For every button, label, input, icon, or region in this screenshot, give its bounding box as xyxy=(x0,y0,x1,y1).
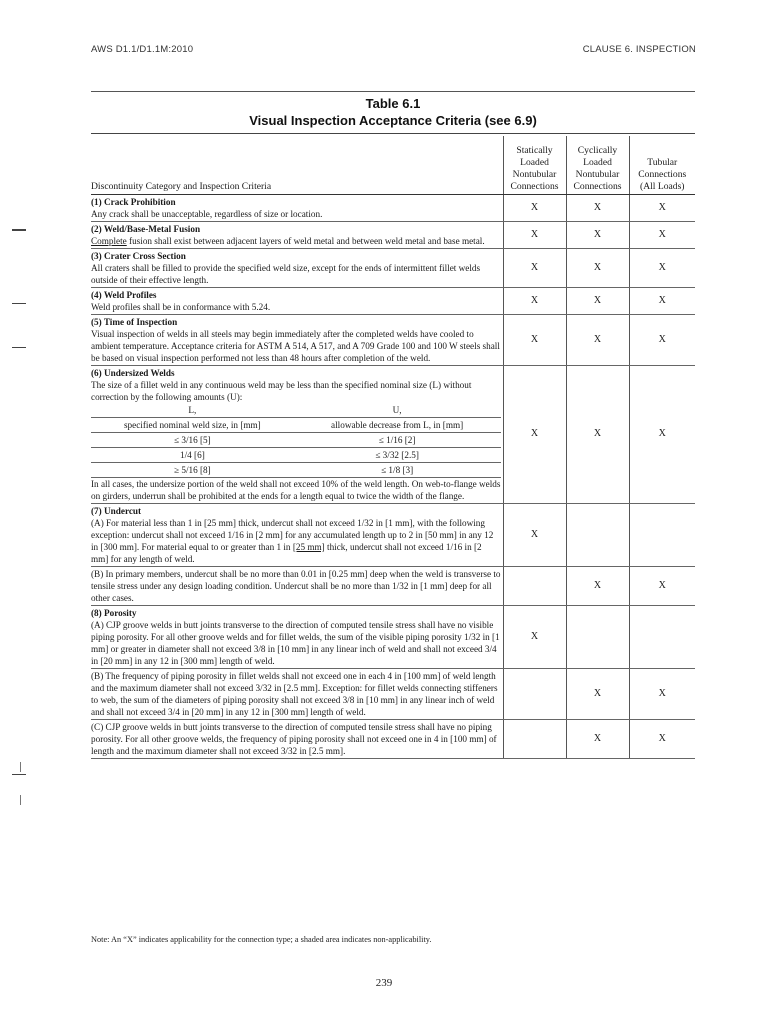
mark-statically: X xyxy=(503,248,566,287)
table-header-row xyxy=(91,136,695,194)
criteria-text: (B) The frequency of piping porosity in fillet welds shall not exceed one in each 4 in [100 mm] of weld length and the maximum diameter shall not exceed 3/32 in [2.5 mm]. Exception: for fillet welds connecting stiffeners to web, the sum of the diameters of piping porosity shall not exceed 3/8 in [10 mm] in any linear inch of weld and shall not exceed 3/4 in [20 mm] in any 12 in [300 mm] length of weld. xyxy=(91,670,498,717)
table-row xyxy=(91,719,695,758)
subtable-cell-l: ≥ 5/16 [8] xyxy=(91,462,296,477)
table-note: Note: An “X” indicates applicability for the connection type; a shaded area indicates non-applicability. xyxy=(91,935,432,944)
section-title: (4) Weld Profiles xyxy=(91,289,157,300)
subtable-label-u: allowable decrease from L, in [mm] xyxy=(296,417,501,432)
criteria-cell xyxy=(91,566,503,605)
table-row xyxy=(91,605,695,668)
mark-statically xyxy=(503,668,566,719)
col1-line: Loaded xyxy=(520,156,549,168)
criteria-text-run: thick, undercut shall not exceed 1/16 in [2 mm] for any length of weld. xyxy=(91,541,482,564)
table-row xyxy=(91,365,695,503)
col-header-criteria: Discontinuity Category and Inspection Criteria xyxy=(91,136,503,194)
inspection-criteria-table xyxy=(91,136,695,759)
criteria-cell xyxy=(91,365,503,503)
criteria-cell xyxy=(91,503,503,566)
subtable-cell-u: ≤ 1/8 [3] xyxy=(296,462,501,477)
criteria-text: Weld profiles shall be in conformance with 5.24. xyxy=(91,301,271,312)
mark-cyclically: X xyxy=(566,248,629,287)
table-row xyxy=(91,248,695,287)
criteria-text: The size of a fillet weld in any continuous weld may be less than the specified nominal size (L) without correction by the following amounts (U): xyxy=(91,379,472,402)
col-header-cyclically-loaded xyxy=(566,136,629,194)
mark-cyclically: X xyxy=(566,221,629,248)
mark-tubular: X xyxy=(629,719,695,758)
table-row xyxy=(91,287,695,314)
margin-change-bar xyxy=(20,795,21,805)
subtable-cell-u: ≤ 1/16 [2] xyxy=(296,432,501,447)
table-row xyxy=(91,194,695,221)
mark-statically: X xyxy=(503,503,566,566)
criteria-cell xyxy=(91,719,503,758)
margin-change-bar xyxy=(12,774,26,775)
section-title: (8) Porosity xyxy=(91,607,137,618)
mark-tubular: X xyxy=(629,248,695,287)
criteria-text: All craters shall be filled to provide the specified weld size, except for the ends of intermittent fillet welds outside of their effective length. xyxy=(91,262,481,285)
criteria-text: (C) CJP groove welds in butt joints transverse to the direction of computed tensile stress shall have no piping porosity. For all other groove welds, the frequency of piping porosity shall not exceed one in 4 in [100 mm] of length and the maximum diameter shall not exceed 3/32 in [2.5 mm]. xyxy=(91,721,497,756)
mark-statically: X xyxy=(503,287,566,314)
subtable-row xyxy=(91,462,501,477)
title-rule xyxy=(91,133,695,134)
criteria-cell xyxy=(91,248,503,287)
mark-cyclically xyxy=(566,605,629,668)
mark-tubular: X xyxy=(629,287,695,314)
table-row xyxy=(91,566,695,605)
page-number: 239 xyxy=(375,977,393,989)
col1-line: Connections xyxy=(510,180,559,192)
col3-line: Connections xyxy=(638,168,687,180)
mark-tubular: X xyxy=(629,365,695,503)
underlined-text: [25 mm] xyxy=(292,541,325,552)
criteria-text: (A) CJP groove welds in butt joints transverse to the direction of computed tensile stress shall have no visible piping porosity. For all other groove welds and for fillet welds, the sum of the visible piping porosity 1/32 in [1 mm] or greater in diameter shall not exceed 3/8 in [10 mm] in any linear inch of weld and shall not exceed 3/4 in [20 mm] in any 12 in [300 mm] length of weld. xyxy=(91,619,500,666)
mark-tubular xyxy=(629,503,695,566)
mark-tubular: X xyxy=(629,668,695,719)
margin-change-bar xyxy=(12,229,26,231)
mark-cyclically: X xyxy=(566,314,629,365)
underlined-text: Complete xyxy=(91,235,127,246)
criteria-text: (B) In primary members, undercut shall be no more than 0.01 in [0.25 mm] deep when the weld is transverse to tensile stress under any design loading condition. Undercut shall be no more than 1/32 in [1 mm] deep for all other cases. xyxy=(91,568,501,603)
criteria-text-run: fusion shall exist between adjacent layers of weld metal and between weld metal and base metal. xyxy=(126,235,485,246)
mark-statically: X xyxy=(503,605,566,668)
col2-line: Loaded xyxy=(583,156,612,168)
table-title-block xyxy=(91,95,695,129)
subtable-header-u: U, xyxy=(296,403,501,418)
criteria-text: Any crack shall be unacceptable, regardless of size or location. xyxy=(91,208,323,219)
section-title: (1) Crack Prohibition xyxy=(91,196,176,207)
subtable-row xyxy=(91,417,501,432)
mark-statically: X xyxy=(503,194,566,221)
mark-tubular: X xyxy=(629,194,695,221)
mark-cyclically: X xyxy=(566,566,629,605)
col3-line: (All Loads) xyxy=(640,180,685,192)
subtable-row xyxy=(91,447,501,462)
table-row xyxy=(91,503,695,566)
subtable-label-l: specified nominal weld size, in [mm] xyxy=(91,417,296,432)
undersize-subtable xyxy=(91,403,501,478)
criteria-text: In all cases, the undersize portion of the weld shall not exceed 10% of the weld length. On web-to-flange welds on girders, underrun shall be prohibited at the ends for a length equal to twice the width of the flange. xyxy=(91,478,501,501)
subtable-row xyxy=(91,403,501,418)
col2-line: Cyclically xyxy=(577,144,618,156)
criteria-cell xyxy=(91,314,503,365)
col-header-statically-loaded xyxy=(503,136,566,194)
col1-line: Nontubular xyxy=(512,168,557,180)
criteria-cell xyxy=(91,221,503,248)
running-header-right: CLAUSE 6. INSPECTION xyxy=(582,44,696,55)
mark-cyclically: X xyxy=(566,365,629,503)
section-title: (5) Time of Inspection xyxy=(91,316,178,327)
subtable-cell-u: ≤ 3/32 [2.5] xyxy=(296,447,501,462)
margin-change-bar xyxy=(12,347,26,348)
mark-cyclically: X xyxy=(566,719,629,758)
table-row xyxy=(91,221,695,248)
section-title: (7) Undercut xyxy=(91,505,142,516)
criteria-cell xyxy=(91,287,503,314)
subtable-row xyxy=(91,432,501,447)
mark-statically: X xyxy=(503,314,566,365)
mark-statically xyxy=(503,566,566,605)
mark-statically xyxy=(503,719,566,758)
col2-line: Nontubular xyxy=(575,168,620,180)
section-title: (6) Undersized Welds xyxy=(91,367,175,378)
subtable-cell-l: 1/4 [6] xyxy=(91,447,296,462)
table-row xyxy=(91,314,695,365)
mark-cyclically xyxy=(566,503,629,566)
mark-tubular: X xyxy=(629,566,695,605)
subtable-cell-l: ≤ 3/16 [5] xyxy=(91,432,296,447)
mark-tubular: X xyxy=(629,221,695,248)
mark-statically: X xyxy=(503,365,566,503)
table-row xyxy=(91,668,695,719)
mark-cyclically: X xyxy=(566,287,629,314)
criteria-cell xyxy=(91,194,503,221)
criteria-text-run: (A) For material less than 1 in [25 mm] thick, undercut shall not exceed 1/32 in [1 mm], with the following exception: undercut shall not exceed 1/16 in [2 mm] for any accumulated length up to 2 in [50 mm] in any 12 in [300 mm]. For material equal to or greater than 1 in xyxy=(91,517,494,552)
margin-change-bar xyxy=(12,303,26,304)
criteria-text: Visual inspection of welds in all steels may begin immediately after the completed welds have cooled to ambient temperature. Acceptance criteria for ASTM A 514, A 517, and A 709 Grade 100 and 100 W steels shall be based on visual inspection performed not less than 48 hours after completion of the weld. xyxy=(91,328,500,363)
running-header-left: AWS D1.1/D1.1M:2010 xyxy=(91,44,194,55)
margin-change-bar xyxy=(20,762,21,772)
col3-line: Tubular xyxy=(647,156,678,168)
criteria-cell xyxy=(91,605,503,668)
subtable-header-l: L, xyxy=(91,403,296,418)
criteria-cell xyxy=(91,668,503,719)
col2-line: Connections xyxy=(573,180,622,192)
table-caption: Visual Inspection Acceptance Criteria (see 6.9) xyxy=(249,113,537,128)
mark-cyclically: X xyxy=(566,194,629,221)
col1-line: Statically xyxy=(516,144,553,156)
criteria-text xyxy=(91,517,501,565)
col-header-tubular xyxy=(629,136,695,194)
table-number: Table 6.1 xyxy=(365,96,421,111)
header-rule xyxy=(91,91,695,92)
mark-tubular: X xyxy=(629,314,695,365)
mark-tubular xyxy=(629,605,695,668)
section-title: (3) Crater Cross Section xyxy=(91,250,186,261)
criteria-text xyxy=(91,235,501,247)
mark-statically: X xyxy=(503,221,566,248)
mark-cyclically: X xyxy=(566,668,629,719)
section-title: (2) Weld/Base-Metal Fusion xyxy=(91,223,201,234)
